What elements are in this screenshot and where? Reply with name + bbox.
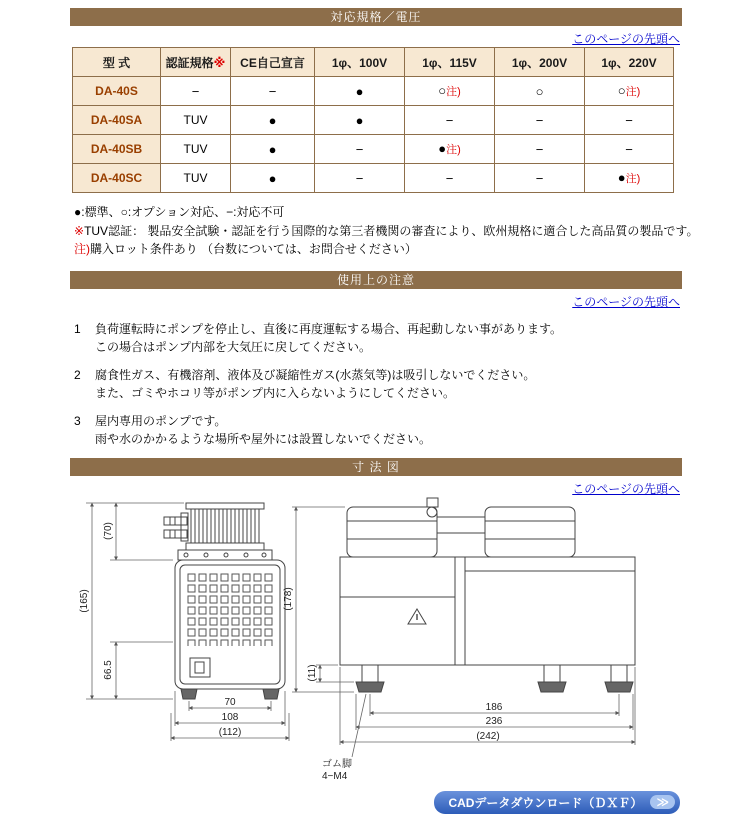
legend-line-note: 注)購入ロット条件あり （台数については、お問合せください） [74, 242, 417, 257]
model-cell: DA-40S [73, 77, 161, 106]
dim-side-width-holes: 186 [485, 701, 503, 713]
caution-list [70, 320, 682, 448]
rubber-foot-label: ゴム脚 [322, 758, 352, 770]
dim-front-width-inner: 70 [224, 696, 236, 708]
caution-item [74, 320, 682, 356]
v200-cell: ○ [495, 77, 585, 106]
dimension-drawing [70, 497, 682, 789]
col-header-ce: CE自己宣言 [231, 48, 315, 77]
col-header-100v: 1φ、100V [315, 48, 405, 77]
page-content [70, 8, 699, 814]
dim-side-foot-height: (11) [307, 664, 318, 682]
table-row [73, 135, 674, 164]
section-header-cautions [70, 271, 682, 289]
v100-cell: − [315, 135, 405, 164]
table-legend [74, 203, 699, 259]
caution-text: 腐食性ガス、有機溶剤、液体及び凝縮性ガス(水蒸気等)は吸引しないでください。 また、ゴミやホコリ等がポンプ内に入らないようにしてください。 [95, 367, 536, 400]
cert-cell: TUV [161, 135, 231, 164]
toplink-row [70, 293, 680, 308]
caution-item [74, 366, 682, 402]
caution-number: 3 [74, 413, 81, 428]
dim-front-width-body: 108 [221, 711, 239, 723]
rubber-foot-size: 4−M4 [322, 770, 348, 782]
front-view [164, 503, 285, 699]
top-of-page-link[interactable]: このページの先頭へ [572, 481, 680, 496]
cert-cell: − [161, 77, 231, 106]
cert-cell: TUV [161, 106, 231, 135]
dim-side-width-feet: 236 [485, 715, 503, 727]
v200-cell: − [495, 164, 585, 193]
cad-download-row [70, 791, 682, 814]
caution-item [74, 412, 682, 448]
voltage-compatibility-table [72, 47, 674, 193]
model-cell: DA-40SB [73, 135, 161, 164]
col-header-model: 型 式 [73, 48, 161, 77]
toplink-row [70, 480, 680, 495]
cert-cell: TUV [161, 164, 231, 193]
section-header-standards [70, 8, 682, 26]
v220-cell: ●注) [585, 164, 674, 193]
caution-number: 1 [74, 321, 81, 336]
caution-text: 負荷運転時にポンプを停止し、直後に再度運転する場合、再起動しない事があります。 この場合はポンプ内部を大気圧に戻してください。 [95, 321, 563, 354]
v115-cell: − [405, 106, 495, 135]
v220-cell: − [585, 106, 674, 135]
table-row [73, 106, 674, 135]
cert-header-text: 認証規格 [165, 55, 214, 70]
v115-cell: ○注) [405, 77, 495, 106]
dim-front-width-overall: (112) [218, 726, 242, 738]
dim-front-height-lower: 66.5 [103, 660, 114, 680]
v100-cell: ● [315, 106, 405, 135]
side-view-dimension-lines [292, 507, 635, 757]
v200-cell: − [495, 135, 585, 164]
ce-cell: ● [231, 135, 315, 164]
dim-front-height-overall: (165) [79, 589, 90, 613]
dim-front-height-top: (70) [103, 521, 114, 540]
cad-button-label: CADデータダウンロード（ＤＸＦ） [448, 795, 643, 810]
v200-cell: − [495, 106, 585, 135]
section-header-dimensions [70, 458, 682, 476]
col-header-115v: 1φ、115V [405, 48, 495, 77]
v100-cell: − [315, 164, 405, 193]
section-title: 寸 法 図 [352, 459, 400, 474]
top-of-page-link[interactable]: このページの先頭へ [572, 32, 680, 46]
section-dimensions [70, 458, 682, 814]
v100-cell: ● [315, 77, 405, 106]
model-cell: DA-40SC [73, 164, 161, 193]
v115-cell: − [405, 164, 495, 193]
ce-cell: ● [231, 164, 315, 193]
ce-cell: ● [231, 106, 315, 135]
col-header-200v: 1φ、200V [495, 48, 585, 77]
dim-side-height-overall: (178) [283, 587, 294, 611]
caution-text: 屋内専用のポンプです。 雨や水のかかるような場所や屋外には設置しないでください。 [95, 413, 432, 446]
table-header-row [73, 48, 674, 77]
cert-header-mark: ※ [213, 55, 226, 70]
v220-cell: − [585, 135, 674, 164]
model-cell: DA-40SA [73, 106, 161, 135]
v220-cell: ○注) [585, 77, 674, 106]
vent-grid [187, 573, 275, 646]
dimension-drawing-area [70, 497, 682, 789]
section-cautions [70, 271, 682, 448]
double-arrow-icon: ≫ [650, 795, 675, 809]
side-view-dimension-labels [283, 587, 503, 782]
cad-download-button[interactable] [434, 791, 680, 814]
v115-cell: ●注) [405, 135, 495, 164]
legend-line-symbols: ●:標準、○:オプション対応、−:対応不可 [74, 205, 285, 219]
section-title: 使用上の注意 [336, 272, 415, 287]
col-header-220v: 1φ、220V [585, 48, 674, 77]
legend-line-tuv: ※TUV認証： 製品安全試験・認証を行う国際的な第三者機関の審査により、欧州規格に適合した高品質の製品です。 [74, 223, 699, 238]
top-of-page-link[interactable]: このページの先頭へ [572, 294, 680, 309]
caution-number: 2 [74, 367, 81, 382]
table-row [73, 164, 674, 193]
toplink-row [70, 30, 680, 45]
ce-cell: − [231, 77, 315, 106]
table-row [73, 77, 674, 106]
section-title: 対応規格／電圧 [330, 10, 422, 24]
col-header-cert [161, 48, 231, 77]
side-view [340, 498, 635, 692]
dim-side-width-overall: (242) [476, 730, 500, 742]
